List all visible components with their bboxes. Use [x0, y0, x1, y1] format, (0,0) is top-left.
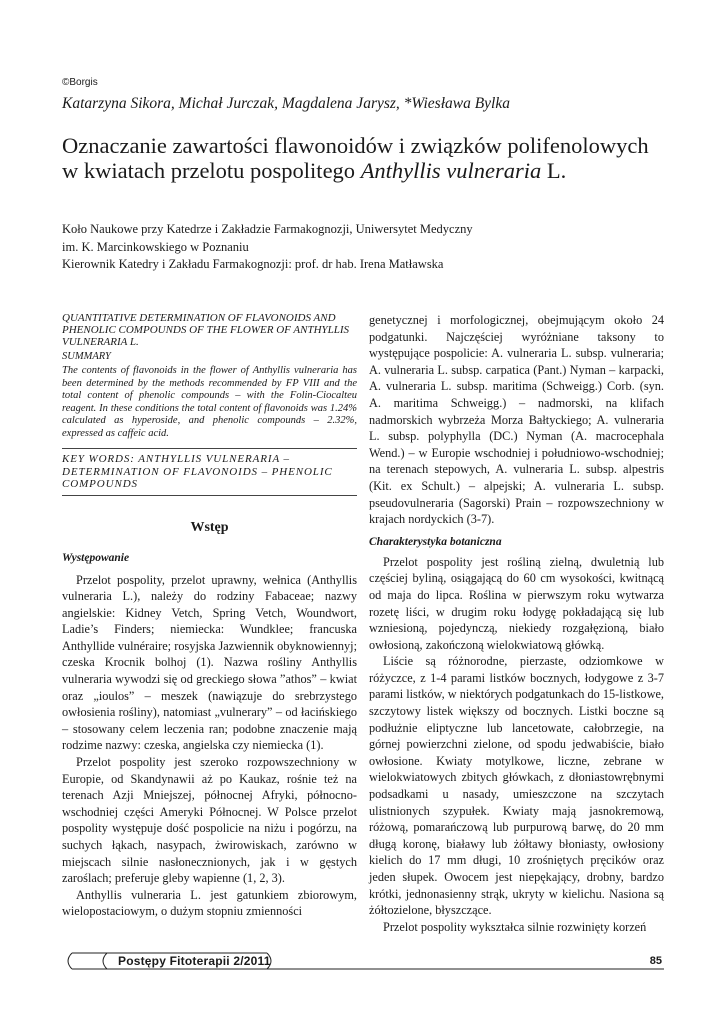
article-title	[62, 133, 662, 183]
paragraph: Przelot pospolity wykształca silnie rozwinięty korzeń	[383, 919, 647, 934]
author-list: Katarzyna Sikora, Michał Jurczak, Magdalena Jarysz, *Wiesława Bylka	[62, 95, 510, 112]
section-heading-introduction: Wstęp	[190, 519, 229, 535]
article-title-species: Anthyllis vulneraria	[360, 158, 542, 183]
paragraph: Przelot pospolity jest rośliną zielną, dwuletnią lub częściej byliną, osiągającą do 60 cm wysokości, kwitnącą od maja do lipca. Roślina w pierwszym roku wytwarza rozetę liści, w drugim roku łodygę pokładającą się lub wzniesioną, pojedynczą, niekiedy rozgałęzioną, biało owłosioną, zakończoną wielokwiatową główką.	[369, 554, 664, 652]
paragraph-continued: genetycznej i morfologicznej, obejmującym około 24 podgatunki. Najczęściej wyróżniane taksony to występujące pospolicie: A. vulneraria L. subsp. vulneraria; A. vulneraria L. subsp. carpatica (Pant.) Nyman – karpacki, A. vulneraria L. subsp. maritima (Schweigg.) Corb. (syn. A. maritima Schweigg.) – nadmorski, na klifach nadmorskich wybrzeża Morza Bałtyckiego; A. vulneraria L. subsp. polyphylla (DC.) Nyman (A. macrocephala Wend.) – w Europie wschodniej i południowo-wschodniej; na terenach stepowych, A. vulneraria L. subsp. alpestris (Kit. ex Schult.) – alpejski; A. vulneraria L. subsp. pseudovulneraria (Sagorski) Prain – rozpowszechniony w krajach nordyckich (3-7).	[369, 313, 664, 527]
right-column	[369, 312, 664, 935]
summary-text: The contents of flavonoids in the flower of Anthyllis vulneraria has been determined by the methods recommended by FP VIII and the total content of phenolic compounds – with the Folin-Ciocalteu reagent. In these conditions the total content of flavonoids was 1.24% calculated as hyperoside, and phenolic compounds – 2.32%, expressed as caffeic acid.	[62, 365, 357, 439]
keywords-bottom-rule	[62, 495, 357, 496]
copyright-notice: ©Borgis	[62, 77, 98, 88]
left-column	[62, 312, 357, 920]
affiliation-line: Kierownik Katedry i Zakładu Farmakognozji: prof. dr hab. Irena Matławska	[62, 257, 444, 271]
subheading-botanical-characteristics: Charakterystyka botaniczna	[369, 535, 502, 548]
paragraph: Przelot pospolity jest szeroko rozpowszechniony w Europie, od Skandynawii aż po Kaukaz, rośnie też na terenach Azji Mniejszej, północnej Afryki, północno-wschodniej części Ameryki Północnej. W Polsce przelot pospolity występuje dość pospolicie na niżu i pogórzu, na suchych łąkach, nasypach, żwirowiskach, zarówno w miejscach silnie nasłonecznionych, jak i w gęstych zaroślach; preferuje gleby wapienne (1, 2, 3).	[62, 755, 357, 886]
subheading-occurrence: Występowanie	[62, 551, 130, 564]
right-body-text	[369, 554, 664, 936]
page-number: 85	[649, 955, 662, 967]
article-title-plain: Oznaczanie zawartości flawonoidów i związków polifenolowych w kwiatach przelotu pospolitego	[62, 133, 649, 183]
affiliation-line: Koło Naukowe przy Katedrze i Zakładzie Farmakognozji, Uniwersytet Medyczny	[62, 222, 473, 236]
paragraph: Przelot pospolity, przelot uprawny, wełnica (Anthyllis vulneraria L.), należy do rodziny Fabaceae; nazwy angielskie: Kidney Vetch, Spring Vetch, Woundwort, Ladie’s Finders; niemiecka: Wundklee; francuska Anthyllide vulnéraire; rosyjska Jazwiennik obyknowiennyj; czeska Krocnik bolhoj (1). Nazwa rośliny Anthyllis vulneraria wywodzi się od greckiego słowa ”athos” – kwiat oraz „ioulos” – meszek (nawiązuje do srebrzystego owłosienia rośliny), natomiast „vulnerary” – od łacińskiego – stosowany celem leczenia ran; podobne znaczenie mają rodzime nazwy: czeska, angielska czy niemiecka (1).	[62, 572, 357, 753]
paragraph: Anthyllis vulneraria L. jest gatunkiem zbiorowym, wielopostaciowym, o dużym stopniu zmienności	[62, 887, 357, 919]
journal-name: Postępy Fitoterapii 2/2011	[118, 954, 271, 968]
left-body-text	[62, 572, 357, 920]
summary-label: SUMMARY	[62, 351, 111, 362]
affiliation	[62, 221, 473, 274]
paragraph: Liście są różnorodne, pierzaste, odziomkowe w różyczce, z 1-4 parami listków bocznych, łodygowe z 3-7 parami listków, w niektórych podgatunkach do 15-listkowe, szczytowy listek większy od bocznych. Listki boczne są podłużnie eliptyczne lub lancetowate, całobrzegie, na górnej powierzchni zielone, od spodu jedwabiście, biało owłosione. Kwiaty motylkowe, liczne, zebrane w wielokwiatowych zbitych główkach, z dłoniastowrębnymi podsadkami u nasady, umieszczone na szczytach ulistnionych szypułek. Kwiaty mają jasnokremową, różową, pomarańczową lub purpurową barwę, do 20 mm długą koronę, białawy lub żółtawy błoniasty, owłosiony kielich do 17 mm długi, 10 zrośniętych pręcików oraz jeden słupek. Owocem jest niepękający, drobny, bardzo krótki, jednonasienny strąk, ukryty w kielichu. Nasiona są żółtozielone, błyszczące.	[369, 654, 664, 918]
article-title-suffix: L.	[541, 158, 567, 183]
affiliation-line: im. K. Marcinkowskiego w Poznaniu	[62, 239, 249, 254]
keywords: KEY WORDS: ANTHYLLIS VULNERARIA – DETERMINATION OF FLAVONOIDS – PHENOLIC COMPOUNDS	[62, 453, 333, 490]
english-title: QUANTITATIVE DETERMINATION OF FLAVONOIDS AND PHENOLIC COMPOUNDS OF THE FLOWER OF ANTHYLLIS VULNERARIA L.	[62, 312, 350, 348]
right-body-text-continued	[369, 312, 664, 528]
